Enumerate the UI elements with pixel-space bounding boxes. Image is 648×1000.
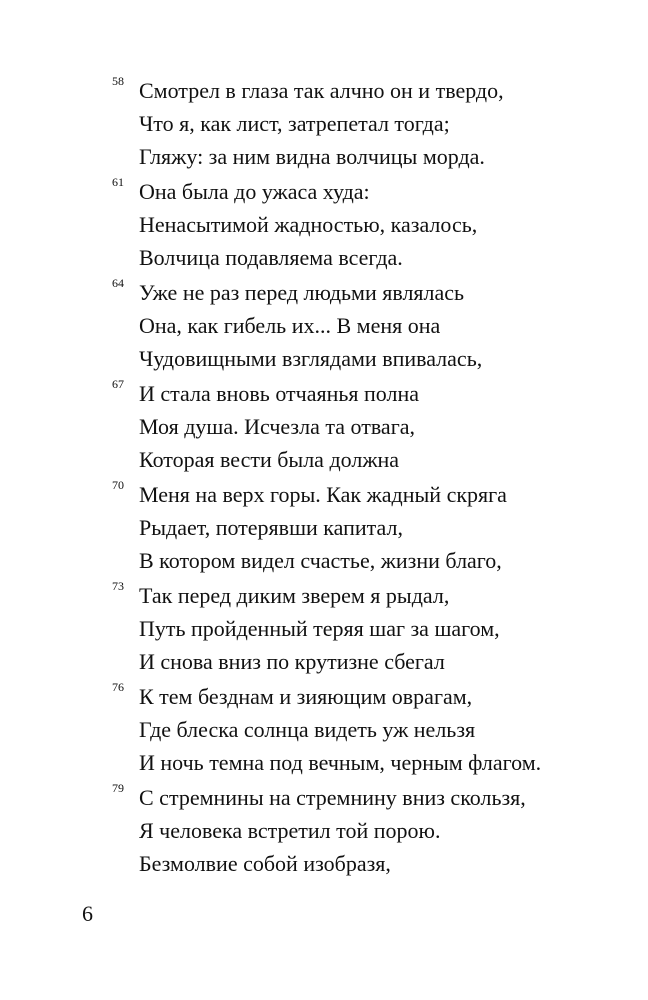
line-number: 70 (112, 478, 124, 492)
verse-line: Она была до ужаса худа: (139, 179, 370, 204)
verse-line: Меня на верх горы. Как жадный скряга (139, 482, 507, 507)
line-number: 79 (112, 781, 124, 795)
verse-line: Волчица подавляема всегда. (139, 245, 403, 270)
verse-line: Она, как гибель их... В меня она (139, 313, 441, 338)
verse-line: Так перед диким зверем я рыдал, (139, 583, 450, 608)
verse-line: Смотрел в глаза так алчно он и твердо, (139, 78, 504, 103)
verse-line: Где блеска солнца видеть уж нельзя (139, 717, 476, 742)
verse-line: Гляжу: за ним видна волчицы морда. (139, 144, 485, 169)
verse-line: И снова вниз по крутизне сбегал (139, 649, 445, 674)
verse-line: Путь пройденный теряя шаг за шагом, (139, 616, 500, 641)
verse-line: Которая вести была должна (139, 447, 400, 472)
verse-line: И стала вновь отчаянья полна (139, 381, 420, 406)
line-number: 76 (112, 680, 124, 694)
line-number: 61 (112, 175, 124, 189)
verse-line: Чудовищными взглядами впивалась, (139, 346, 483, 371)
line-number: 73 (112, 579, 124, 593)
line-number: 67 (112, 377, 124, 391)
verse-line: Безмолвие собой изобразя, (139, 851, 391, 876)
verse-line: Я человека встретил той порою. (139, 818, 441, 843)
verse-line: С стремнины на стремнину вниз скользя, (139, 785, 526, 810)
verse-line: И ночь темна под вечным, черным флагом. (139, 750, 542, 775)
verse-line: Моя душа. Исчезла та отвага, (139, 414, 415, 439)
line-number: 58 (112, 74, 124, 88)
verse-line: Уже не раз перед людьми являлась (139, 280, 465, 305)
verse-line: Рыдает, потерявши капитал, (139, 515, 403, 540)
page-number: 6 (82, 901, 93, 926)
verse-line: К тем безднам и зияющим оврагам, (139, 684, 473, 709)
verse-line: В котором видел счастье, жизни благо, (139, 548, 502, 573)
line-number: 64 (112, 276, 124, 290)
verse-line: Ненасытимой жадностью, казалось, (139, 212, 478, 237)
verse-line: Что я, как лист, затрепетал тогда; (139, 111, 450, 136)
